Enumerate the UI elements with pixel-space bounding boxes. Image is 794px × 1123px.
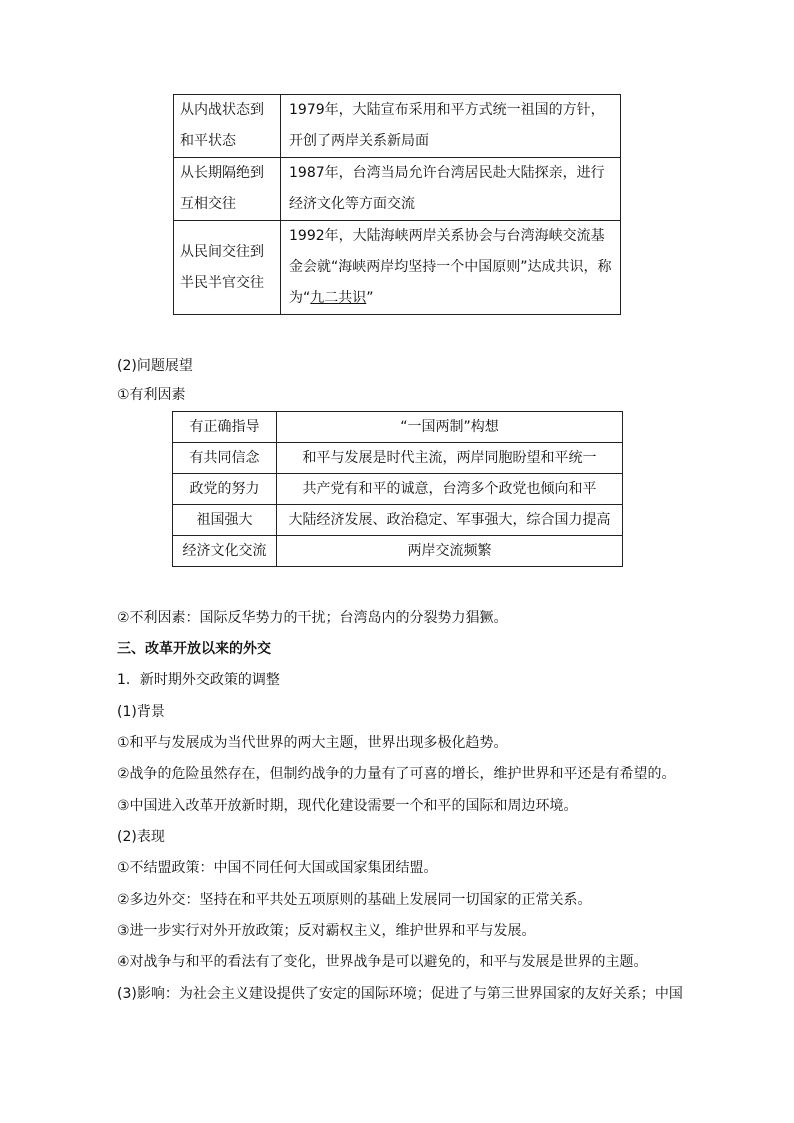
content-cell: [281, 221, 621, 315]
unfavorable-factors: ②不利因素：国际反华势力的干扰；台湾岛内的分裂势力猖獗。: [117, 610, 508, 626]
content-text: 1992年，大陆海峡两岸关系协会与台湾海峡交流基金会就“海峡两岸均坚持一个中国原则”达成共识，称为“: [289, 228, 612, 306]
performance-point: ②多边外交：坚持在和平共处五项原则的基础上发展同一切国家的正常关系。: [117, 892, 592, 908]
stage-cell: 从民间交往到半民半官交往: [174, 221, 281, 315]
content-text-end: ”: [366, 290, 374, 306]
content-cell: 1987年，台湾当局允许台湾居民赴大陆探亲，进行经济文化等方面交流: [281, 158, 621, 221]
table-row: [173, 474, 623, 505]
table-row: [173, 443, 623, 474]
table-row: [173, 505, 623, 536]
consensus-term: 九二共识: [310, 290, 367, 306]
content-cell: 1979年，大陆宣布采用和平方式统一祖国的方针，开创了两岸关系新局面: [281, 95, 621, 158]
factor-cell: 祖国强大: [173, 505, 277, 536]
prospect-heading: (2)问题展望: [117, 358, 193, 374]
factor-cell: 有正确指导: [173, 412, 277, 443]
detail-cell: 两岸交流频繁: [277, 536, 623, 567]
favorable-heading: ①有利因素: [117, 387, 186, 403]
performance-point: ④对战争与和平的看法有了变化，世界战争是可以避免的，和平与发展是世界的主题。: [117, 954, 648, 970]
detail-cell: 大陆经济发展、政治稳定、军事强大，综合国力提高: [277, 505, 623, 536]
performance-point: ③进一步实行对外开放政策；反对霸权主义，维护世界和平与发展。: [117, 923, 536, 939]
favorable-factors-table: [172, 411, 623, 567]
detail-cell: “一国两制”构想: [277, 412, 623, 443]
background-point: ②战争的危险虽然存在，但制约战争的力量有了可喜的增长，维护世界和平还是有希望的。: [117, 766, 676, 782]
table-row: [174, 95, 621, 158]
detail-cell: 共产党有和平的诚意，台湾多个政党也倾向和平: [277, 474, 623, 505]
subsection-heading: 1．新时期外交政策的调整: [117, 672, 280, 688]
stage-cell: 从内战状态到和平状态: [174, 95, 281, 158]
table-row: [173, 412, 623, 443]
impact-text: (3)影响：为社会主义建设提供了安定的国际环境；促进了与第三世界国家的友好关系；中国: [117, 986, 683, 1002]
performance-heading: (2)表现: [117, 829, 165, 845]
table-row: [174, 158, 621, 221]
factor-cell: 有共同信念: [173, 443, 277, 474]
background-heading: (1)背景: [117, 704, 165, 720]
background-point: ③中国进入改革开放新时期，现代化建设需要一个和平的国际和周边环境。: [117, 798, 578, 814]
detail-cell: 和平与发展是时代主流，两岸同胞盼望和平统一: [277, 443, 623, 474]
background-point: ①和平与发展成为当代世界的两大主题，世界出现多极化趋势。: [117, 735, 508, 751]
stage-cell: 从长期隔绝到互相交往: [174, 158, 281, 221]
cross-strait-history-table: [173, 94, 621, 315]
factor-cell: 政党的努力: [173, 474, 277, 505]
section-heading: 三、改革开放以来的外交: [117, 641, 271, 657]
factor-cell: 经济文化交流: [173, 536, 277, 567]
table-row: [174, 221, 621, 315]
table-row: [173, 536, 623, 567]
performance-point: ①不结盟政策：中国不同任何大国或国家集团结盟。: [117, 860, 438, 876]
